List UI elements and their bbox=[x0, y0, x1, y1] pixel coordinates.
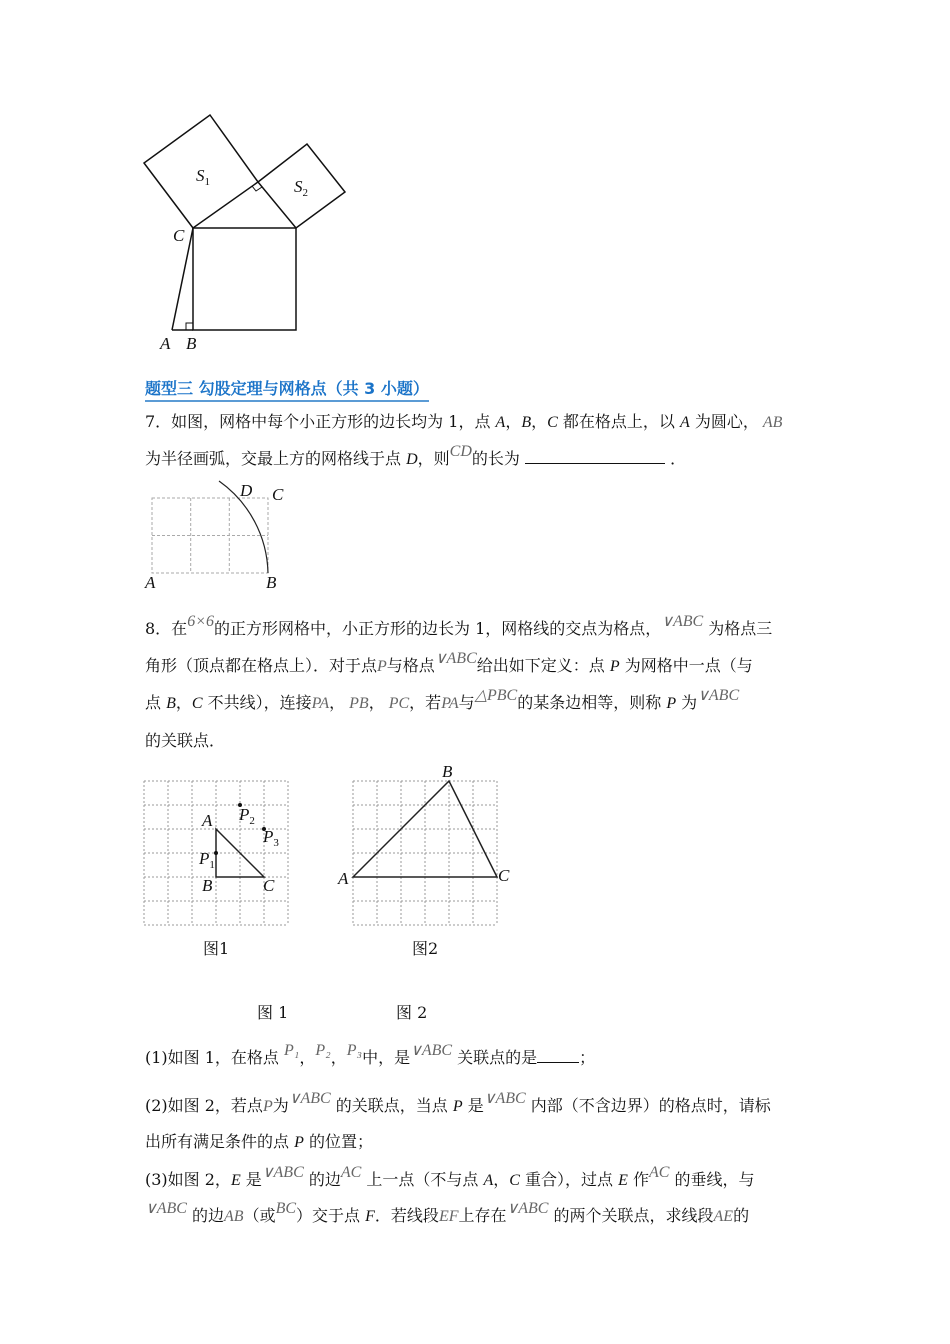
math-expression: ∨ABC bbox=[434, 650, 477, 667]
text-segment: 中，是 bbox=[362, 1048, 411, 1067]
math-expression: ∨ABC bbox=[661, 613, 704, 630]
fig1-label-b: B bbox=[202, 876, 213, 895]
text-line bbox=[145, 1042, 596, 1069]
text-segment: 7．如图，网格中每个小正方形的边长均为 1，点 bbox=[145, 412, 496, 431]
label-b: B bbox=[186, 334, 197, 353]
fig1-label-c: C bbox=[263, 876, 275, 895]
text-segment: 为 bbox=[272, 1096, 289, 1115]
text-segment: 给出如下定义：点 bbox=[476, 656, 610, 675]
text-segment: ．若线段 bbox=[374, 1206, 439, 1225]
math-expression: ∨ABC bbox=[145, 1200, 187, 1217]
caption-fig-1: 图 1 bbox=[257, 1003, 289, 1022]
text-segment: (1)如图 1，在格点 bbox=[145, 1048, 285, 1067]
text-segment: (2)如图 2，若点 bbox=[145, 1096, 263, 1115]
text-line bbox=[145, 1164, 755, 1191]
math-expression: AB bbox=[758, 414, 783, 431]
text-segment: 出所有满足条件的点 bbox=[145, 1132, 295, 1151]
text-segment: 的边 bbox=[303, 1170, 341, 1189]
text-segment: 与 bbox=[458, 693, 475, 712]
text-segment: F bbox=[365, 1208, 375, 1225]
math-expression: EF bbox=[438, 1208, 459, 1225]
text-segment: P bbox=[609, 658, 620, 675]
math-expression: P₂ bbox=[315, 1042, 331, 1059]
text-segment: 为 bbox=[676, 693, 698, 712]
section-heading: 题型三 勾股定理与网格点（共 3 小题） bbox=[145, 376, 429, 402]
text-segment: 的 bbox=[733, 1206, 750, 1225]
text-segment: 为圆心， bbox=[689, 412, 759, 431]
caption-fig-2: 图 2 bbox=[396, 1003, 428, 1022]
text-segment: 的关联点，当点 bbox=[330, 1096, 453, 1115]
math-expression: BC bbox=[275, 1200, 297, 1217]
text-segment: 内部（不含边界）的格点时，请标 bbox=[525, 1096, 771, 1115]
text-segment: ）交于点 bbox=[296, 1206, 366, 1225]
math-expression: AC bbox=[340, 1164, 362, 1181]
math-expression: PB bbox=[345, 695, 369, 712]
text-segment: A bbox=[483, 1172, 494, 1189]
text-segment: 关联点的是 bbox=[452, 1048, 538, 1067]
math-expression: ∨ABC bbox=[410, 1042, 453, 1059]
math-expression: CD bbox=[449, 443, 472, 460]
fig2-label-b: B bbox=[442, 762, 453, 781]
text-segment: 的边 bbox=[186, 1206, 225, 1225]
answer-blank[interactable] bbox=[537, 1062, 579, 1063]
text-segment: 为半径画弧，交最上方的网格线于点 bbox=[145, 449, 407, 468]
math-expression: PA bbox=[441, 695, 459, 712]
math-expression: AB bbox=[224, 1208, 244, 1225]
fig1-label-p2: $P_2$ bbox=[239, 805, 255, 827]
text-segment: P bbox=[666, 695, 677, 712]
text-segment: 的关联点． bbox=[145, 731, 226, 750]
text-segment: P bbox=[452, 1098, 463, 1115]
text-segment: ，若 bbox=[409, 693, 442, 712]
text-segment: P bbox=[294, 1134, 304, 1151]
text-segment: ，则 bbox=[417, 449, 450, 468]
math-expression: ∨ABC bbox=[483, 1090, 526, 1107]
text-segment: ； bbox=[579, 1048, 596, 1067]
math-expression: P₁ bbox=[284, 1042, 300, 1059]
math-expression: 6×6 bbox=[187, 613, 214, 630]
math-expression: AE bbox=[713, 1208, 734, 1225]
text-segment: 的垂线，与 bbox=[669, 1170, 755, 1189]
fig1-label-p3: $P_3$ bbox=[263, 827, 279, 849]
text-segment: 的长为 bbox=[471, 449, 525, 468]
text-segment: 是 bbox=[240, 1170, 262, 1189]
math-expression: ∨ABC bbox=[697, 687, 740, 704]
math-expression: P bbox=[377, 658, 387, 675]
text-line bbox=[145, 1132, 373, 1153]
text-segment: 为格点三 bbox=[703, 619, 773, 638]
text-segment: E bbox=[230, 1172, 241, 1189]
text-segment: 重合），过点 bbox=[519, 1170, 619, 1189]
text-segment: B bbox=[521, 414, 532, 431]
text-segment: 都在格点上，以 bbox=[557, 412, 680, 431]
text-segment: ， bbox=[505, 412, 522, 431]
text-segment: ， bbox=[329, 693, 346, 712]
fig2-grid bbox=[353, 781, 497, 925]
q7-label-d: D bbox=[240, 481, 253, 500]
math-expression: ∨ABC bbox=[288, 1090, 331, 1107]
text-line bbox=[145, 1090, 771, 1117]
fig2-label-a: A bbox=[338, 869, 349, 888]
text-segment: ， bbox=[493, 1170, 510, 1189]
math-expression: △PBC bbox=[474, 687, 518, 704]
math-expression: ∨ABC bbox=[506, 1200, 549, 1217]
text-segment: ． bbox=[665, 449, 687, 468]
text-segment: E bbox=[618, 1172, 628, 1189]
text-segment: 为网格中一点（与 bbox=[619, 656, 753, 675]
text-segment: C bbox=[509, 1172, 520, 1189]
text-segment: 上存在 bbox=[458, 1206, 507, 1225]
math-expression: PC bbox=[384, 695, 410, 712]
text-segment: 点 bbox=[145, 693, 167, 712]
text-segment: 上一点（不与点 bbox=[361, 1170, 484, 1189]
text-segment: 角形（顶点都在格点上）．对于点 bbox=[145, 656, 378, 675]
q7-label-c: C bbox=[272, 485, 284, 504]
text-segment: 作 bbox=[627, 1170, 650, 1189]
text-segment: 的正方形网格中，小正方形的边长为 1，网格线的交点为格点， bbox=[213, 619, 662, 638]
text-segment: 的某条边相等，则称 bbox=[517, 693, 667, 712]
text-segment: 是 bbox=[462, 1096, 484, 1115]
text-segment: C bbox=[191, 695, 203, 712]
fig1-caption: 图1 bbox=[203, 939, 230, 958]
text-segment: 与格点 bbox=[386, 656, 435, 675]
text-segment: 8．在 bbox=[145, 619, 188, 638]
text-segment: D bbox=[406, 451, 418, 468]
text-segment: 的两个关联点，求线段 bbox=[548, 1206, 714, 1225]
text-segment: 不共线），连接 bbox=[202, 693, 312, 712]
text-line bbox=[145, 1200, 750, 1227]
math-expression: P₃ bbox=[346, 1042, 363, 1059]
q7-label-b: B bbox=[266, 573, 277, 592]
math-expression: ∨ABC bbox=[261, 1164, 304, 1181]
label-s2: $S_2$ bbox=[294, 177, 308, 199]
math-expression: PA bbox=[311, 695, 330, 712]
text-segment: ， bbox=[368, 693, 385, 712]
text-segment: (3)如图 2， bbox=[145, 1170, 231, 1189]
text-segment: A bbox=[495, 414, 506, 431]
label-s1: $S_1$ bbox=[196, 166, 210, 188]
label-a: A bbox=[160, 334, 171, 353]
text-segment: ， bbox=[175, 693, 192, 712]
math-expression: AC bbox=[649, 1164, 670, 1181]
text-segment: A bbox=[680, 414, 690, 431]
text-segment: ， bbox=[531, 412, 548, 431]
fig2-label-c: C bbox=[498, 866, 510, 885]
text-segment: ， bbox=[299, 1048, 316, 1067]
fig2-caption: 图2 bbox=[412, 939, 439, 958]
label-c: C bbox=[173, 226, 185, 245]
math-expression: P bbox=[262, 1098, 273, 1115]
text-segment: B bbox=[166, 695, 176, 712]
fig1-point-p1 bbox=[214, 851, 218, 855]
fig1-label-p1: $P_1$ bbox=[199, 849, 215, 871]
text-segment: （或 bbox=[243, 1206, 276, 1225]
fig1-label-a: A bbox=[202, 811, 213, 830]
text-segment: C bbox=[547, 414, 558, 431]
text-segment: 的位置； bbox=[303, 1132, 373, 1151]
text-segment: ， bbox=[330, 1048, 347, 1067]
q7-label-a: A bbox=[145, 573, 156, 592]
